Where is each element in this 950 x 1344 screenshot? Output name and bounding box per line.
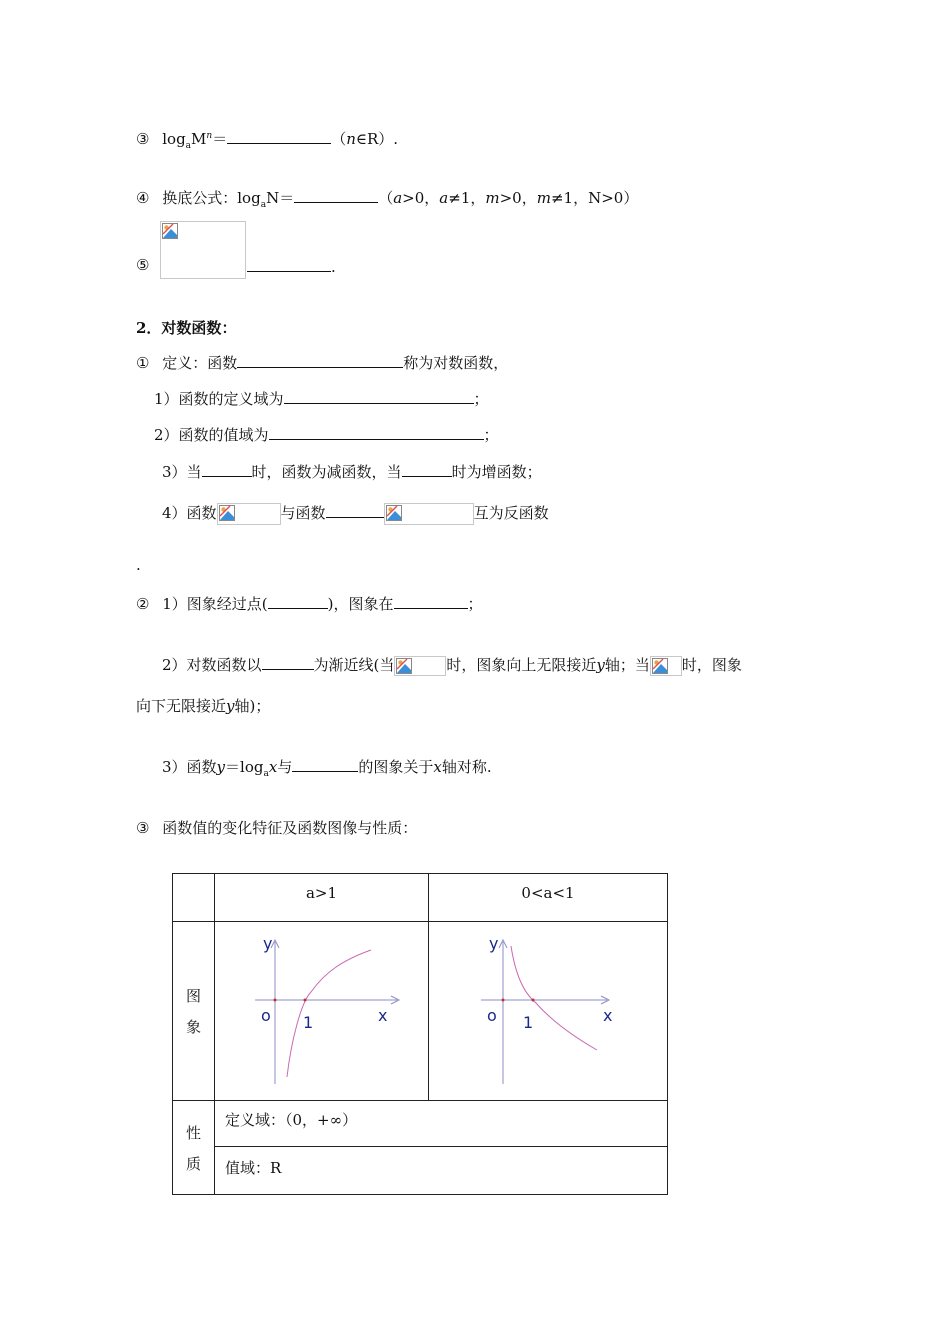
- log-graph-decreasing: [429, 922, 667, 1096]
- broken-image-icon: [396, 658, 412, 674]
- definition-line: ① 定义：函数 称为对数函数，: [136, 354, 509, 372]
- answer-blank[interactable]: [402, 461, 452, 477]
- answer-blank[interactable]: [294, 187, 378, 203]
- formula-image-placeholder: [384, 503, 474, 525]
- answer-blank[interactable]: [292, 756, 358, 772]
- formula-image-placeholder: [650, 656, 682, 676]
- formula-image-placeholder: [160, 221, 246, 279]
- item4-line: ④ 换底公式：$\log_aN= (a>0$，a≠1，m>0，m≠1，N>0）: [136, 189, 639, 210]
- curve-decreasing: [511, 946, 597, 1050]
- formula-image-placeholder: [394, 656, 446, 676]
- item5-num: ⑤: [136, 256, 150, 274]
- range-line: 2）函数的值域为 ；: [154, 426, 499, 444]
- point-one-dot: [304, 999, 307, 1002]
- o-label: o: [261, 1006, 271, 1025]
- answer-blank[interactable]: [227, 128, 331, 144]
- point-one-dot: [532, 999, 535, 1002]
- graph-decreasing-cell: [429, 922, 668, 1101]
- one-label: 1: [523, 1013, 534, 1032]
- broken-image-icon: [219, 505, 235, 521]
- table-corner-cell: [173, 874, 215, 922]
- asymptote-line-2: 向下无限接近y轴)；: [136, 697, 271, 715]
- graph-row-label: 图 象: [173, 922, 215, 1101]
- asymptote-line: 2）对数函数以 为渐近线(当 时，图象向上无限接近y轴；当 时，图象: [162, 656, 742, 674]
- stray-dot: .: [136, 556, 141, 574]
- answer-blank[interactable]: [262, 654, 314, 670]
- curve-increasing: [287, 950, 371, 1077]
- formula-image-placeholder: [217, 503, 281, 525]
- item3-line: ③ $\log_aM^n=$ （n∈R）.: [136, 130, 399, 151]
- origin-dot: [502, 999, 505, 1002]
- domain-line: 1）函数的定义域为 ；: [154, 390, 489, 408]
- monotonic-line: 3）当 时，函数为减函数，当 时为增函数；: [162, 463, 542, 481]
- answer-blank[interactable]: [237, 352, 403, 368]
- o-label: o: [487, 1006, 497, 1025]
- domain-cell: 定义域：（0，+∞）: [215, 1101, 668, 1147]
- inverse-line: 4）函数 与函数 互为反函数: [162, 502, 549, 525]
- y-label: y: [263, 934, 273, 953]
- one-label: 1: [303, 1013, 314, 1032]
- broken-image-icon: [652, 658, 668, 674]
- answer-blank[interactable]: [326, 502, 384, 518]
- answer-blank[interactable]: [394, 593, 468, 609]
- broken-image-icon: [386, 505, 402, 521]
- answer-blank[interactable]: [284, 388, 474, 404]
- graph-increasing-cell: [215, 922, 429, 1101]
- graph-point-line: ② 1）图象经过点( )，图象在 ；: [136, 595, 483, 613]
- header-a-between: 0<a<1: [429, 874, 668, 922]
- y-label: y: [489, 934, 499, 953]
- range-cell: 值域：R: [215, 1147, 668, 1195]
- property-row-label: 性 质: [173, 1101, 215, 1195]
- answer-blank[interactable]: [268, 593, 328, 609]
- section-title: 2．对数函数：: [136, 319, 237, 337]
- symmetry-line: 3）函数$y=\log_ax$与 的图象关于x轴对称.: [162, 758, 492, 779]
- answer-blank[interactable]: [202, 461, 252, 477]
- properties-table: [172, 873, 668, 1195]
- item5-blank-line: .: [247, 256, 336, 276]
- origin-dot: [274, 999, 277, 1002]
- x-label: x: [378, 1006, 388, 1025]
- answer-blank[interactable]: [247, 256, 331, 272]
- header-a-gt-1: a>1: [215, 874, 429, 922]
- item3b-line: ③ 函数值的变化特征及函数图像与性质：: [136, 819, 418, 837]
- log-graph-increasing: [215, 922, 428, 1096]
- answer-blank[interactable]: [269, 424, 484, 440]
- x-label: x: [603, 1006, 613, 1025]
- broken-image-icon: [162, 223, 178, 239]
